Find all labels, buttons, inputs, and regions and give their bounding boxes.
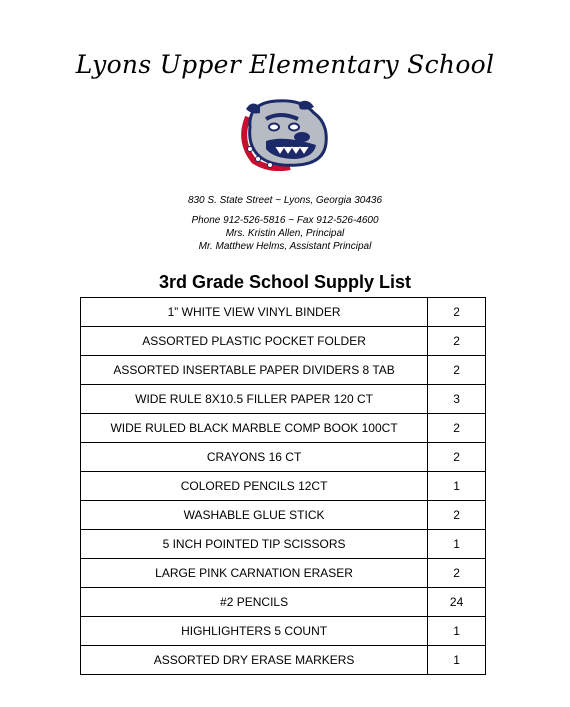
item-quantity: 24 — [428, 588, 486, 617]
item-quantity: 2 — [428, 356, 486, 385]
item-quantity: 2 — [428, 559, 486, 588]
table-row — [81, 559, 486, 588]
item-name: COLORED PENCILS 12CT — [81, 472, 428, 501]
item-quantity: 1 — [428, 530, 486, 559]
table-row — [81, 298, 486, 327]
item-quantity: 2 — [428, 501, 486, 530]
item-quantity: 2 — [428, 414, 486, 443]
table-row — [81, 414, 486, 443]
school-title: Lyons Upper Elementary School — [75, 50, 495, 79]
table-row — [81, 646, 486, 675]
item-name: 1” WHITE VIEW VINYL BINDER — [81, 298, 428, 327]
item-quantity: 3 — [428, 385, 486, 414]
item-quantity: 1 — [428, 617, 486, 646]
table-row — [81, 501, 486, 530]
table-row — [81, 617, 486, 646]
table-row — [81, 530, 486, 559]
item-quantity: 2 — [428, 298, 486, 327]
table-row — [81, 443, 486, 472]
item-name: HIGHLIGHTERS 5 COUNT — [81, 617, 428, 646]
school-address — [0, 194, 570, 207]
item-name: WASHABLE GLUE STICK — [81, 501, 428, 530]
address-line: 830 S. State Street ~ Lyons, Georgia 30436 — [187, 195, 383, 206]
item-name: WIDE RULE 8X10.5 FILLER PAPER 120 CT — [81, 385, 428, 414]
item-name: ASSORTED DRY ERASE MARKERS — [81, 646, 428, 675]
table-row — [81, 356, 486, 385]
item-name: WIDE RULED BLACK MARBLE COMP BOOK 100CT — [81, 414, 428, 443]
item-name: 5 INCH POINTED TIP SCISSORS — [81, 530, 428, 559]
item-quantity: 2 — [428, 443, 486, 472]
item-quantity: 1 — [428, 646, 486, 675]
item-name: ASSORTED INSERTABLE PAPER DIVIDERS 8 TAB — [81, 356, 428, 385]
item-name: CRAYONS 16 CT — [81, 443, 428, 472]
item-quantity: 2 — [428, 327, 486, 356]
supply-table — [80, 297, 486, 675]
assistant-principal-line: Mr. Matthew Helms, Assistant Principal — [198, 241, 372, 252]
school-contacts — [0, 214, 570, 253]
item-name: #2 PENCILS — [81, 588, 428, 617]
bulldog-mascot-icon — [236, 97, 334, 171]
item-quantity: 1 — [428, 472, 486, 501]
table-row — [81, 472, 486, 501]
table-row — [81, 588, 486, 617]
item-name: LARGE PINK CARNATION ERASER — [81, 559, 428, 588]
table-row — [81, 385, 486, 414]
item-name: ASSORTED PLASTIC POCKET FOLDER — [81, 327, 428, 356]
principal-line: Mrs. Kristin Allen, Principal — [225, 228, 345, 239]
list-title: 3rd Grade School Supply List — [158, 272, 412, 292]
table-row — [81, 327, 486, 356]
phone-line: Phone 912-526-5816 ~ Fax 912-526-4600 — [191, 215, 379, 226]
